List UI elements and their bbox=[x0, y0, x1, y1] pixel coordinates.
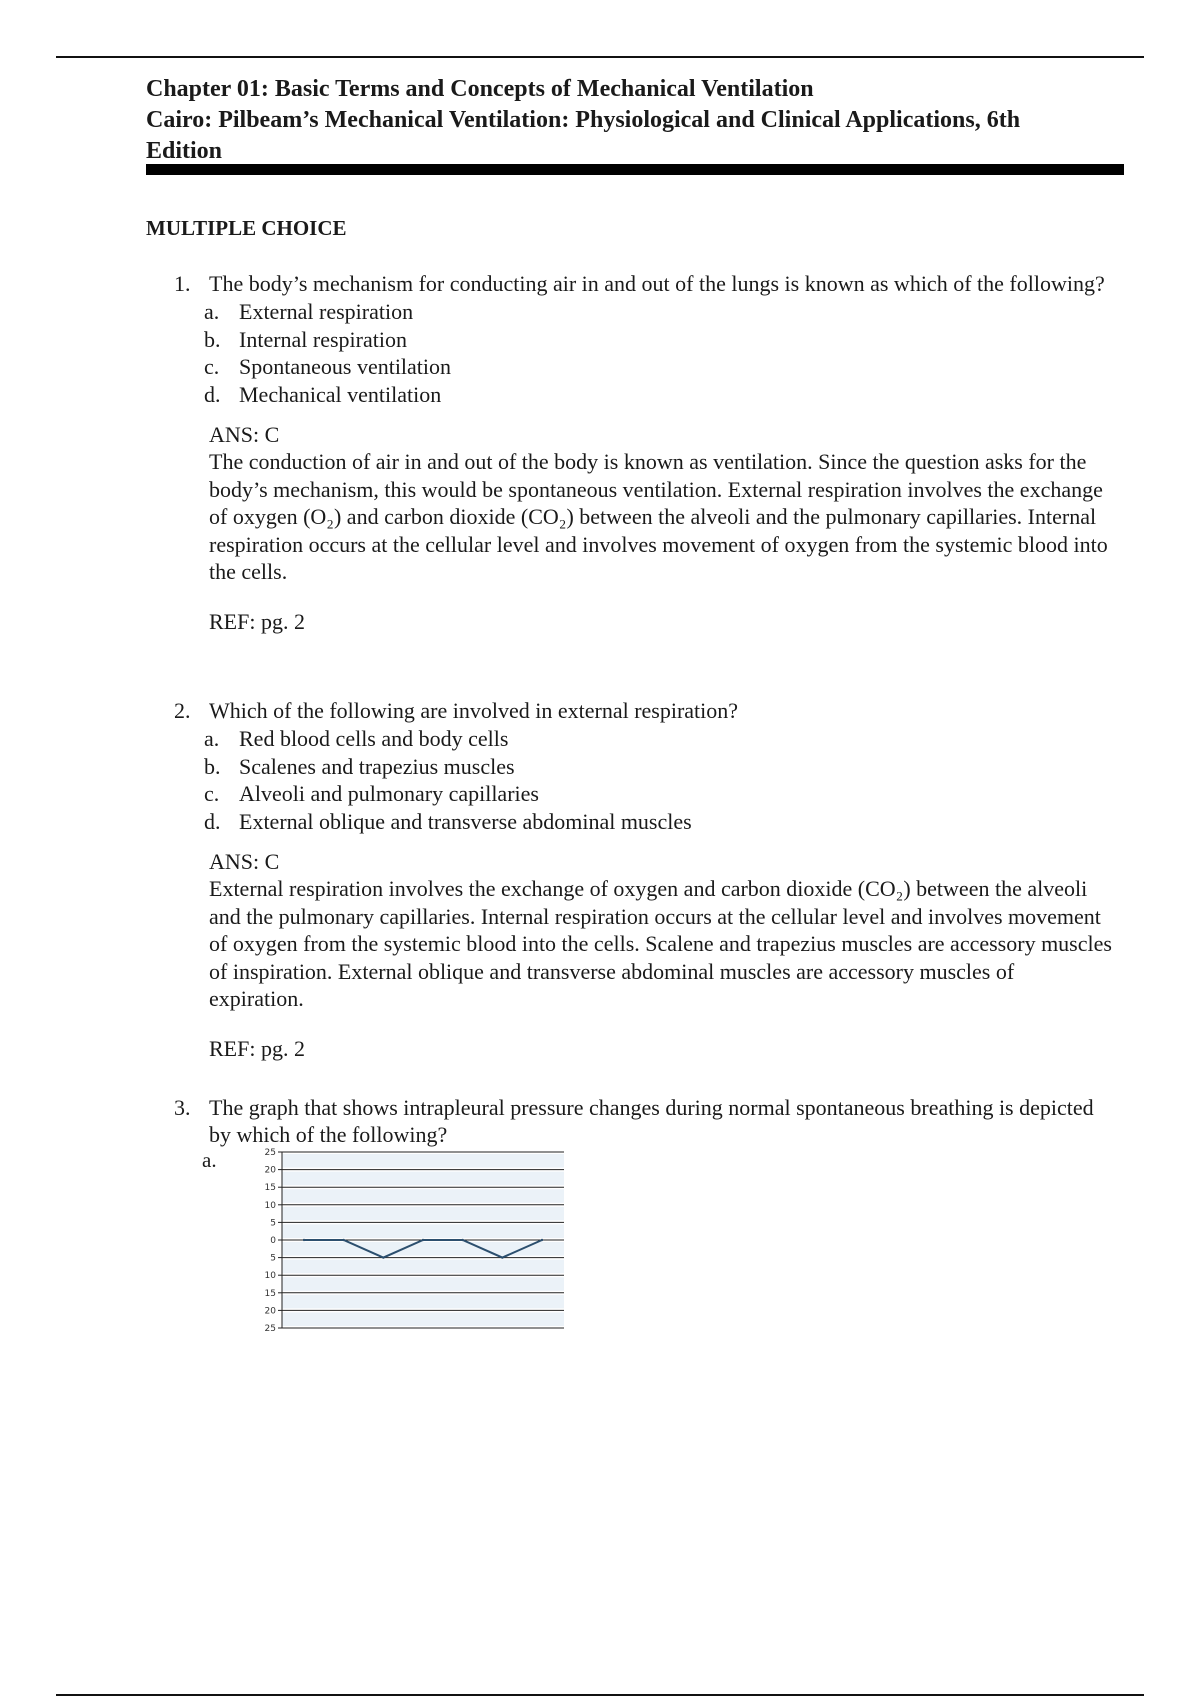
question-2 bbox=[174, 697, 1114, 1062]
reference: REF: pg. 2 bbox=[209, 1035, 305, 1061]
data-point bbox=[422, 1239, 424, 1241]
grid-band bbox=[282, 1260, 564, 1274]
grid-band bbox=[282, 1277, 564, 1291]
question-stem: The graph that shows intrapleural pressure changes during normal spontaneous breathing is depicted by which of the following? bbox=[209, 1095, 1094, 1147]
option-b bbox=[204, 753, 1114, 781]
question-stem: Which of the following are involved in external respiration? bbox=[209, 698, 739, 723]
section-title: MULTIPLE CHOICE bbox=[146, 216, 347, 240]
book-edition: Edition bbox=[146, 138, 223, 164]
y-tick-label: 10 bbox=[264, 1200, 276, 1211]
bottom-rule bbox=[56, 1694, 1144, 1696]
answer: ANS: C bbox=[209, 422, 280, 447]
option-letter: a. bbox=[204, 299, 220, 324]
option-b bbox=[204, 326, 1114, 354]
data-point bbox=[382, 1256, 384, 1258]
option-d bbox=[204, 381, 1114, 409]
option-list bbox=[204, 725, 1114, 835]
question-1 bbox=[174, 270, 1114, 635]
option-text: Spontaneous ventilation bbox=[239, 354, 452, 379]
question-stem: The body’s mechanism for conducting air in and out of the lungs is known as which of the following? bbox=[209, 271, 1105, 296]
option-letter: b. bbox=[204, 326, 221, 352]
y-tick-label: 5 bbox=[270, 1253, 276, 1264]
y-tick-label: 15 bbox=[264, 1288, 276, 1299]
top-rule bbox=[56, 56, 1144, 58]
grid-band bbox=[282, 1295, 564, 1309]
answer: ANS: C bbox=[209, 849, 280, 874]
pressure-chart bbox=[242, 1140, 574, 1338]
explanation: The conduction of air in and out of the body is known as ventilation. Since the question asks for the body’s mechanism, this would be spontaneous ventilation. External respiration involves the exchange of oxygen (O₂) and carbon dioxide (CO₂) between the alveoli and the pulmonary capillaries. Internal respiration occurs at the cellular level and involves movement of oxygen from the systemic blood into the cells. bbox=[209, 449, 1108, 584]
option-text: Alveoli and pulmonary capillaries bbox=[239, 781, 539, 806]
option-letter: c. bbox=[204, 781, 220, 806]
data-point bbox=[501, 1256, 503, 1258]
y-tick-label: 0 bbox=[270, 1236, 276, 1246]
option-text: Internal respiration bbox=[239, 326, 407, 352]
question-number: 3. bbox=[174, 1095, 191, 1120]
data-point bbox=[461, 1239, 463, 1241]
option-text: External oblique and transverse abdominal muscles bbox=[239, 808, 692, 834]
y-tick-label: 15 bbox=[264, 1183, 276, 1194]
header-bar bbox=[146, 164, 1124, 175]
option-a bbox=[204, 725, 1114, 753]
chapter-title: Chapter 01: Basic Terms and Concepts of Mechanical Ventilation bbox=[146, 76, 814, 102]
y-tick-label: 25 bbox=[264, 1324, 276, 1334]
option-letter: d. bbox=[204, 381, 221, 407]
y-tick-label: 20 bbox=[264, 1306, 276, 1317]
option-d bbox=[204, 808, 1114, 836]
reference: REF: pg. 2 bbox=[209, 608, 305, 634]
data-point bbox=[303, 1239, 305, 1241]
book-title: Cairo: Pilbeam’s Mechanical Ventilation: Physiological and Clinical Applications, 6th bbox=[146, 107, 1021, 133]
option-text: Red blood cells and body cells bbox=[239, 726, 509, 751]
grid-band bbox=[282, 1172, 564, 1186]
option-text: Mechanical ventilation bbox=[239, 381, 442, 407]
question-number: 1. bbox=[174, 271, 191, 296]
y-tick-label: 25 bbox=[264, 1148, 276, 1158]
option-text: Scalenes and trapezius muscles bbox=[239, 753, 515, 779]
y-tick-label: 10 bbox=[264, 1271, 276, 1282]
y-tick-label: 5 bbox=[270, 1218, 276, 1229]
data-point bbox=[541, 1239, 543, 1241]
grid-band bbox=[282, 1224, 564, 1238]
option-letter: a. bbox=[202, 1148, 217, 1172]
explanation: External respiration involves the exchange of oxygen and carbon dioxide (CO₂) between the alveoli and the pulmonary capillaries. Internal respiration occurs at the cellular level and involves movement of oxygen from the systemic blood into the cells. Scalene and trapezius muscles are accessory muscles of inspiration. External oblique and transverse abdominal muscles are accessory muscles of expiration. bbox=[209, 876, 1112, 1011]
option-list bbox=[204, 298, 1114, 408]
y-tick-label: 20 bbox=[264, 1165, 276, 1176]
option-text: External respiration bbox=[239, 299, 414, 324]
document-header bbox=[146, 74, 1126, 167]
option-c bbox=[204, 353, 1114, 381]
grid-band bbox=[282, 1154, 564, 1168]
option-letter: c. bbox=[204, 354, 220, 379]
question-number: 2. bbox=[174, 698, 191, 723]
option-letter: d. bbox=[204, 808, 221, 834]
y-tick-layer bbox=[265, 1148, 282, 1334]
data-point bbox=[342, 1239, 344, 1241]
option-letter: a. bbox=[204, 726, 220, 751]
option-a bbox=[204, 298, 1114, 326]
grid-band bbox=[282, 1189, 564, 1203]
grid-band bbox=[282, 1207, 564, 1221]
option-c bbox=[204, 780, 1114, 808]
grid-band bbox=[282, 1312, 564, 1326]
option-letter: b. bbox=[204, 753, 221, 779]
